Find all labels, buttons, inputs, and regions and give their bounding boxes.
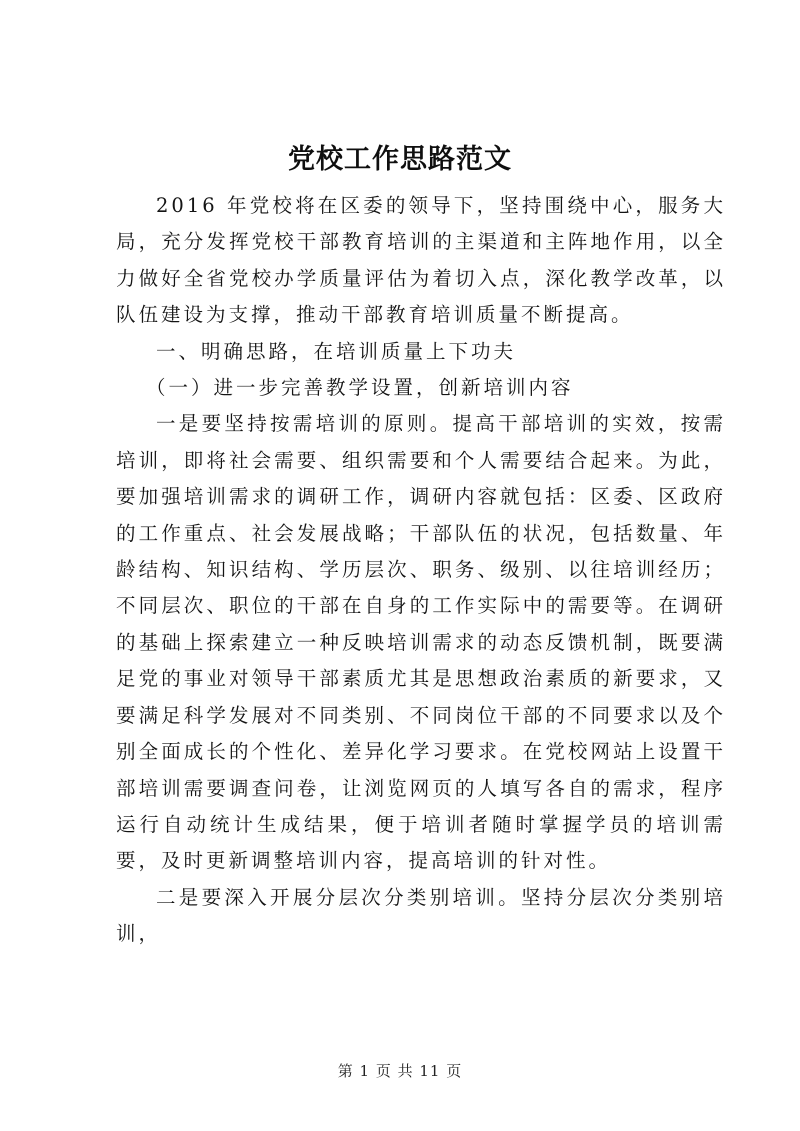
page-number-footer: 第 1 页 共 11 页 (337, 1062, 463, 1080)
document-title: 党校工作思路范文 (288, 144, 512, 175)
intro-paragraph: 2016 年党校将在区委的领导下，坚持围绕中心，服务大局，充分发挥党校干部教育培训的主渠道和主阵地作用，以全力做好全省党校办学质量评估为着切入点，深化教学改革，以队伍建设为支撑，推动干部教育培训质量不断提高。 (116, 194, 726, 327)
document-body (116, 188, 726, 953)
subsection-heading: （一）进一步完善教学设置，创新培训内容 (146, 376, 574, 400)
body-paragraph-2: 二是要深入开展分层次分类别培训。坚持分层次分类别培训， (116, 885, 726, 946)
body-paragraph-1: 一是要坚持按需培训的原则。提高干部培训的实效，按需培训，即将社会需要、组织需要和个人需要结合起来。为此，要加强培训需求的调研工作，调研内容就包括：区委、区政府的工作重点、社会发展战略；干部队伍的状况，包括数量、年龄结构、知识结构、学历层次、职务、级别、以往培训经历；不同层次、职位的干部在自身的工作实际中的需要等。在调研的基础上探索建立一种反映培训需求的动态反馈机制，既要满足党的事业对领导干部素质尤其是思想政治素质的新要求，又要满足科学发展对不同类别、不同岗位干部的不同要求以及个别全面成长的个性化、差异化学习要求。在党校网站上设置干部培训需要调查问卷，让浏览网页的人填写各自的需求，程序运行自动统计生成结果，便于培训者随时掌握学员的培训需要，及时更新调整培训内容，提高培训的针对性。 (116, 412, 726, 873)
section-heading: 一、明确思路，在培训质量上下功夫 (156, 339, 517, 363)
